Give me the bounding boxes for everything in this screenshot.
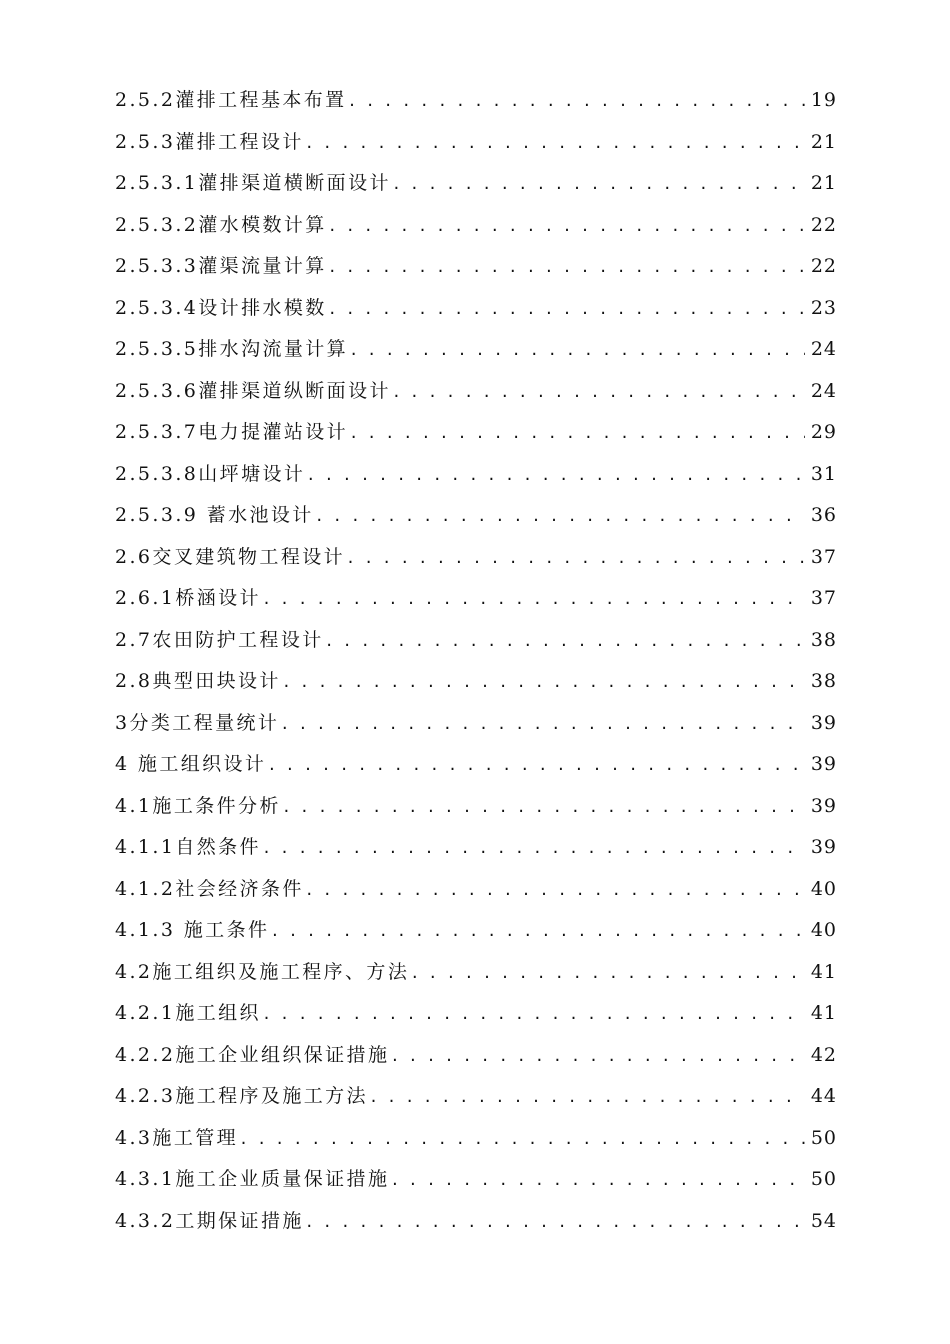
toc-entry-page-number: 54	[810, 1209, 837, 1232]
toc-dot-leader	[328, 206, 805, 248]
toc-entry[interactable]	[115, 661, 837, 703]
toc-entry[interactable]	[115, 993, 837, 1035]
toc-entry-page-number: 24	[810, 379, 837, 402]
toc-dot-leader	[262, 579, 805, 621]
toc-dot-leader	[262, 828, 805, 870]
toc-entry-page-number: 21	[810, 172, 837, 194]
toc-dot-leader	[349, 330, 805, 372]
toc-entry-page-number: 42	[810, 1043, 837, 1066]
toc-dot-leader	[390, 1160, 804, 1202]
toc-entry[interactable]	[115, 1035, 837, 1077]
toc-dot-leader	[328, 289, 805, 331]
toc-entry-page-number: 22	[810, 255, 837, 277]
toc-entry-page-number: 36	[810, 504, 837, 526]
toc-entry-title: 2.5.3.2灌水模数计算	[115, 213, 327, 236]
toc-dot-leader	[239, 1119, 805, 1161]
toc-entry-page-number: 24	[810, 338, 837, 360]
toc-dot-leader	[280, 704, 805, 746]
toc-entry[interactable]	[115, 910, 837, 952]
toc-entry-page-number: 29	[810, 421, 837, 443]
toc-entry-title: 2.5.3灌排工程设计	[115, 130, 304, 153]
toc-entry-title: 4.2施工组织及施工程序、方法	[115, 960, 410, 983]
toc-entry-title: 4.3施工管理	[115, 1126, 239, 1149]
toc-entry-page-number: 37	[810, 545, 837, 568]
toc-entry[interactable]	[115, 495, 837, 537]
toc-dot-leader	[305, 123, 805, 165]
toc-entry[interactable]	[115, 786, 837, 828]
toc-entry[interactable]	[115, 869, 837, 911]
toc-entry-page-number: 44	[810, 1085, 837, 1107]
toc-entry-title: 2.6.1桥涵设计	[115, 587, 261, 609]
toc-dot-leader	[392, 164, 805, 206]
toc-entry-title: 4.3.2工期保证措施	[115, 1209, 304, 1232]
toc-entry[interactable]	[115, 454, 837, 496]
toc-entry-page-number: 39	[810, 711, 837, 734]
toc-entry-title: 4.2.2施工企业组织保证措施	[115, 1043, 390, 1066]
toc-dot-leader	[349, 413, 805, 455]
toc-dot-leader	[306, 455, 805, 497]
toc-entry[interactable]	[115, 412, 837, 454]
toc-dot-leader	[346, 538, 805, 580]
toc-entry[interactable]	[115, 205, 837, 247]
toc-entry[interactable]	[115, 744, 837, 786]
toc-entry-page-number: 41	[810, 960, 837, 983]
toc-entry[interactable]	[115, 371, 837, 413]
toc-dot-leader	[348, 81, 805, 123]
toc-entry-title: 4 施工组织设计	[115, 753, 267, 775]
toc-entry-title: 2.6交叉建筑物工程设计	[115, 545, 346, 568]
toc-entry-page-number: 40	[810, 877, 837, 900]
toc-entry-page-number: 39	[810, 836, 837, 858]
toc-entry[interactable]	[115, 952, 837, 994]
toc-entry[interactable]	[115, 703, 837, 745]
toc-dot-leader	[305, 1202, 805, 1244]
toc-entry-title: 2.5.3.8山坪塘设计	[115, 462, 306, 485]
toc-entry-title: 4.1施工条件分析	[115, 794, 281, 817]
toc-dot-leader	[305, 870, 805, 912]
toc-entry-page-number: 40	[810, 919, 837, 941]
toc-entry-title: 3分类工程量统计	[115, 711, 280, 734]
toc-entry[interactable]	[115, 329, 837, 371]
toc-entry-page-number: 41	[810, 1002, 837, 1024]
toc-entry-title: 4.2.3施工程序及施工方法	[115, 1085, 368, 1107]
toc-entry-title: 2.5.3.3灌渠流量计算	[115, 255, 327, 277]
toc-entry[interactable]	[115, 578, 837, 620]
toc-entry-title: 4.1.1自然条件	[115, 836, 261, 858]
toc-entry-page-number: 38	[810, 628, 837, 651]
toc-dot-leader	[369, 1077, 805, 1119]
toc-dot-leader	[325, 621, 805, 663]
toc-dot-leader	[328, 247, 805, 289]
table-of-contents	[115, 80, 837, 1242]
toc-entry-title: 4.1.3 施工条件	[115, 919, 270, 941]
toc-entry[interactable]	[115, 620, 837, 662]
toc-dot-leader	[282, 662, 805, 704]
toc-entry[interactable]	[115, 246, 837, 288]
toc-entry[interactable]	[115, 827, 837, 869]
toc-entry-page-number: 21	[810, 130, 837, 153]
toc-entry-page-number: 39	[810, 753, 837, 775]
toc-entry-title: 2.5.3.9 蓄水池设计	[115, 504, 314, 526]
toc-dot-leader	[262, 994, 805, 1036]
toc-entry-title: 2.5.3.7电力提灌站设计	[115, 421, 349, 443]
toc-entry[interactable]	[115, 288, 837, 330]
toc-entry-page-number: 50	[810, 1126, 837, 1149]
toc-entry-title: 2.5.2灌排工程基本布置	[115, 89, 347, 111]
toc-entry-page-number: 50	[810, 1168, 837, 1190]
toc-dot-leader	[270, 911, 804, 953]
toc-entry-page-number: 22	[810, 213, 837, 236]
toc-entry-title: 2.5.3.5排水沟流量计算	[115, 338, 349, 360]
toc-dot-leader	[282, 787, 805, 829]
toc-dot-leader	[410, 953, 805, 995]
toc-entry[interactable]	[115, 122, 837, 164]
toc-entry-title: 2.7农田防护工程设计	[115, 628, 324, 651]
toc-entry[interactable]	[115, 537, 837, 579]
toc-entry[interactable]	[115, 1076, 837, 1118]
toc-entry[interactable]	[115, 1118, 837, 1160]
toc-entry-title: 4.2.1施工组织	[115, 1002, 261, 1024]
toc-entry-title: 4.1.2社会经济条件	[115, 877, 304, 900]
toc-entry-page-number: 23	[810, 296, 837, 319]
toc-entry-title: 2.5.3.6灌排渠道纵断面设计	[115, 379, 391, 402]
toc-entry-page-number: 31	[810, 462, 837, 485]
toc-dot-leader	[392, 372, 805, 414]
toc-entry-title: 2.5.3.1灌排渠道横断面设计	[115, 172, 391, 194]
toc-dot-leader	[315, 496, 805, 538]
toc-dot-leader	[390, 1036, 804, 1078]
toc-entry[interactable]	[115, 163, 837, 205]
toc-entry-title: 4.3.1施工企业质量保证措施	[115, 1168, 390, 1190]
toc-entry[interactable]	[115, 1159, 837, 1201]
toc-entry-page-number: 38	[810, 670, 837, 692]
toc-entry-page-number: 39	[810, 794, 837, 817]
toc-entry-page-number: 19	[810, 89, 837, 111]
toc-entry-title: 2.8典型田块设计	[115, 670, 281, 692]
toc-entry-title: 2.5.3.4设计排水模数	[115, 296, 327, 319]
toc-entry[interactable]	[115, 1201, 837, 1243]
toc-entry[interactable]	[115, 80, 837, 122]
toc-dot-leader	[267, 745, 804, 787]
toc-entry-page-number: 37	[810, 587, 837, 609]
